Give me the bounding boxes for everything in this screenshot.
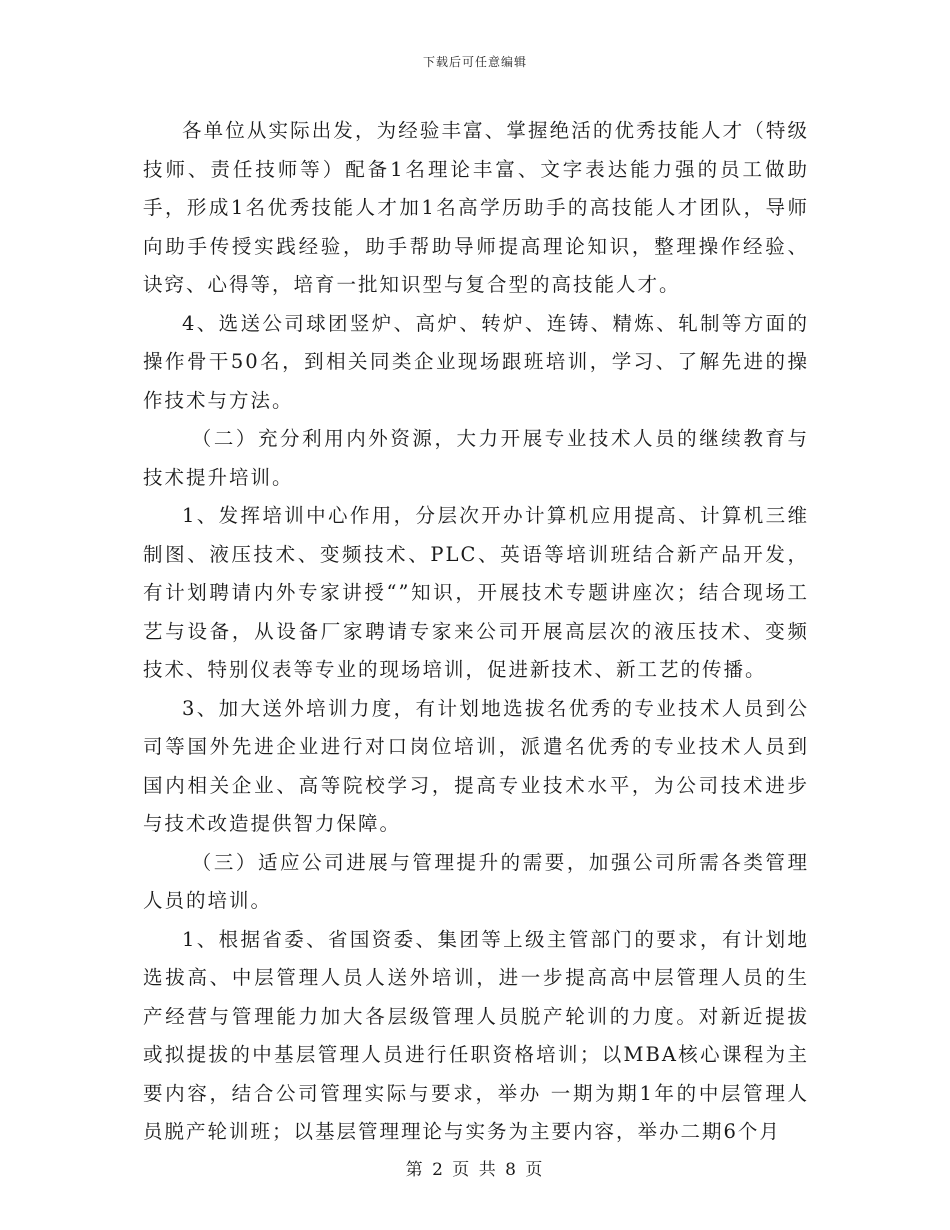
paragraph-skills-assistant: 各单位从实际出发，为经验丰富、掌握绝活的优秀技能人才（特级技师、责任技师等）配备1名理论丰富、文字表达能力强的员工做助手，形成1名优秀技能人才加1名高学历助手的高技能人才团队，导师向助手传授实践经验，助手帮助导师提高理论知识，整理操作经验、诀窍、心得等，培育一批知识型与复合型的高技能人才。 [143,119,809,296]
paragraph-training-center: 1、发挥培训中心作用，分层次开办计算机应用提高、计算机三维制图、液压技术、变频技术、PLC、英语等培训班结合新产品开发，有计划聘请内外专家讲授“”知识，开展技术专题讲座次；结合现场工艺与设备，从设备厂家聘请专家来公司开展高层次的液压技术、变频技术、特别仪表等专业的现场培训，促进新技术、新工艺的传播。 [143,504,809,681]
paragraph-external-training: 3、加大送外培训力度，有计划地选拔名优秀的专业技术人员到公司等国外先进企业进行对口岗位培训，派遣名优秀的专业技术人员到国内相关企业、高等院校学习，提高专业技术水平，为公司技术进步与技术改造提供智力保障。 [143,696,809,835]
page-header: 下载后可任意编辑 [422,55,527,69]
document-body [143,112,809,1152]
section-heading-2: （二）充分利用内外资源，大力开展专业技术人员的继续教育与技术提升培训。 [143,427,809,489]
paragraph-management-training: 1、根据省委、省国资委、集团等上级主管部门的要求，有计划地选拔高、中层管理人员人送外培训，进一步提高高中层管理人员的生产经营与管理能力加大各层级管理人员脱产轮训的力度。对新近提拔或拟提拔的中基层管理人员进行任职资格培训；以MBA核心课程为主要内容，结合公司管理实际与要求，举办 一期为期1年的中层管理人员脱产轮训班；以基层管理理论与实务为主要内容，举办二期6个月 [143,927,809,1143]
page-number: 第 2 页 共 8 页 [405,1160,545,1180]
section-heading-3: （三）适应公司进展与管理提升的需要，加强公司所需各类管理人员的培训。 [143,850,809,912]
paragraph-item-4: 4、选送公司球团竖炉、高炉、转炉、连铸、精炼、轧制等方面的操作骨干50名，到相关同类企业现场跟班培训，学习、了解先进的操作技术与方法。 [143,311,809,412]
